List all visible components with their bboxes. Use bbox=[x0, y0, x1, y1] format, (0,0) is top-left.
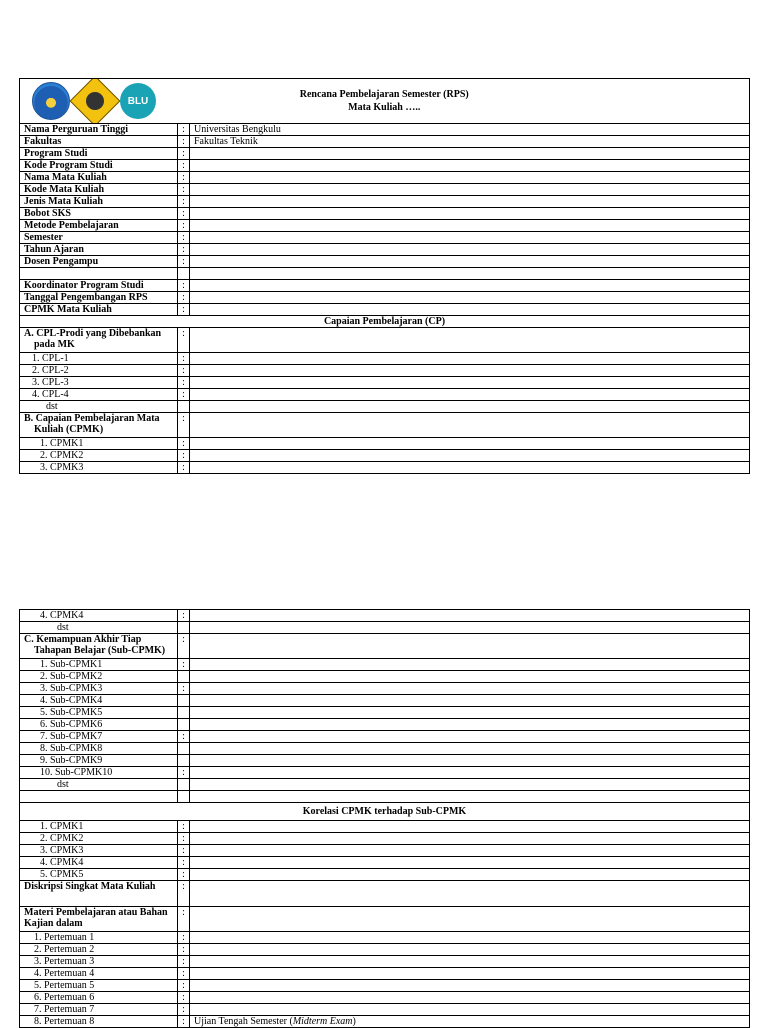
logo-group bbox=[24, 82, 186, 120]
pertemuan-row-6 bbox=[20, 1004, 750, 1016]
cpmk4-row: 4. CPMK4 : bbox=[20, 610, 750, 622]
sub-cpmk-row-5-value bbox=[190, 719, 750, 731]
identity-row-9-value bbox=[190, 232, 750, 244]
korelasi-row-3-value bbox=[190, 857, 750, 869]
cpl-row-0-colon: : bbox=[178, 353, 190, 365]
identity-row-4-label: Nama Mata Kuliah bbox=[20, 172, 178, 184]
pertemuan-row-3-value bbox=[190, 968, 750, 980]
cpmk-dst-row: dst bbox=[20, 622, 750, 634]
pertemuan-row-5 bbox=[20, 992, 750, 1004]
sub-cpmk-row-8-label: 9. Sub-CPMK9 bbox=[20, 755, 178, 767]
pertemuan-row-4-value bbox=[190, 980, 750, 992]
pertemuan-row-2 bbox=[20, 956, 750, 968]
identity-row-6 bbox=[20, 196, 750, 208]
pertemuan-row-5-colon: : bbox=[178, 992, 190, 1004]
sub-cpmk-row-6-label: 7. Sub-CPMK7 bbox=[20, 731, 178, 743]
cpl-row-0-label: 1. CPL-1 bbox=[20, 353, 178, 365]
identity-row-11-value bbox=[190, 256, 750, 268]
korelasi-row-4-value bbox=[190, 869, 750, 881]
korelasi-row-1-value bbox=[190, 833, 750, 845]
pertemuan-row-0-label: 1. Pertemuan 1 bbox=[20, 932, 178, 944]
identity-row-15-label: CPMK Mata Kuliah bbox=[20, 304, 178, 316]
identity-row-13-value bbox=[190, 280, 750, 292]
cpmk-row-1 bbox=[20, 450, 750, 462]
cpl-row-0-value bbox=[190, 353, 750, 365]
cpmk-row-2 bbox=[20, 462, 750, 474]
cpl-heading: A. CPL-Prodi yang Dibebankan pada MK bbox=[20, 328, 178, 353]
sub-cpmk-row-8-colon bbox=[178, 755, 190, 767]
sub-cpmk-row-1 bbox=[20, 671, 750, 683]
sub-cpmk-row-5-label: 6. Sub-CPMK6 bbox=[20, 719, 178, 731]
cpl-rows bbox=[20, 353, 750, 401]
cpmk-row-1-value bbox=[190, 450, 750, 462]
pertemuan-row-0-colon: : bbox=[178, 932, 190, 944]
identity-row-8-value bbox=[190, 220, 750, 232]
sub-cpmk-row-6-value bbox=[190, 731, 750, 743]
korelasi-row-1-colon: : bbox=[178, 833, 190, 845]
cpl-row-1 bbox=[20, 365, 750, 377]
identity-row-8-label: Metode Pembelajaran bbox=[20, 220, 178, 232]
title-line-2: Mata Kuliah ….. bbox=[348, 102, 421, 113]
sub-cpmk-row-8 bbox=[20, 755, 750, 767]
pertemuan-row-4-colon: : bbox=[178, 980, 190, 992]
sub-cpmk-row-9-colon: : bbox=[178, 767, 190, 779]
korelasi-row-0 bbox=[20, 821, 750, 833]
pertemuan-row-1-value bbox=[190, 944, 750, 956]
sub-cpmk-row-9-label: 10. Sub-CPMK10 bbox=[20, 767, 178, 779]
identity-row-13-label: Koordinator Program Studi bbox=[20, 280, 178, 292]
korelasi-row-2-value bbox=[190, 845, 750, 857]
korelasi-row-0-value bbox=[190, 821, 750, 833]
identity-row-1-label: Fakultas bbox=[20, 136, 178, 148]
pertemuan-row-7-label: 8. Pertemuan 8 bbox=[20, 1016, 178, 1028]
rps-table-page1 bbox=[19, 78, 750, 474]
pertemuan-row-5-label: 6. Pertemuan 6 bbox=[20, 992, 178, 1004]
sub-cpmk-row-4-colon bbox=[178, 707, 190, 719]
pertemuan-row-3-colon: : bbox=[178, 968, 190, 980]
korelasi-title-row bbox=[20, 803, 750, 821]
identity-row-8 bbox=[20, 220, 750, 232]
sub-cpmk-row-7-colon bbox=[178, 743, 190, 755]
cpmk-row-2-value bbox=[190, 462, 750, 474]
identity-row-1 bbox=[20, 136, 750, 148]
identity-row-14-colon: : bbox=[178, 292, 190, 304]
sub-cpmk-row-4-value bbox=[190, 707, 750, 719]
cpmk-row-1-colon: : bbox=[178, 450, 190, 462]
identity-row-9-colon: : bbox=[178, 232, 190, 244]
korelasi-row-0-label: 1. CPMK1 bbox=[20, 821, 178, 833]
materi-row: Materi Pembelajaran atau Bahan Kajian dalam : bbox=[20, 907, 750, 932]
cp-section-title: Capaian Pembelajaran (CP) bbox=[20, 316, 750, 328]
sub-cpmk-row-1-label: 2. Sub-CPMK2 bbox=[20, 671, 178, 683]
korelasi-row-2 bbox=[20, 845, 750, 857]
identity-row-3-colon: : bbox=[178, 160, 190, 172]
document-title bbox=[190, 88, 746, 114]
sub-cpmk-row-3 bbox=[20, 695, 750, 707]
identity-row-13-colon: : bbox=[178, 280, 190, 292]
pertemuan-row-1 bbox=[20, 944, 750, 956]
cpl-row-2-value bbox=[190, 377, 750, 389]
pertemuan-row-1-label: 2. Pertemuan 2 bbox=[20, 944, 178, 956]
identity-row-9-label: Semester bbox=[20, 232, 178, 244]
header-row bbox=[20, 79, 750, 124]
faculty-emblem-icon bbox=[70, 79, 121, 124]
sub-cpmk-row-2-label: 3. Sub-CPMK3 bbox=[20, 683, 178, 695]
blu-logo: BLU bbox=[120, 83, 156, 119]
korelasi-title: Korelasi CPMK terhadap Sub-CPMK bbox=[20, 803, 750, 821]
pertemuan-row-5-value bbox=[190, 992, 750, 1004]
sub-cpmk-row-3-value bbox=[190, 695, 750, 707]
cpl-row-2-colon: : bbox=[178, 377, 190, 389]
pertemuan-row-6-label: 7. Pertemuan 7 bbox=[20, 1004, 178, 1016]
university-seal-icon bbox=[32, 82, 70, 120]
cpmk-heading: B. Capaian Pembelajaran Mata Kuliah (CPMK) bbox=[20, 413, 178, 438]
pertemuan-row-2-value bbox=[190, 956, 750, 968]
sub-cpmk-row-4 bbox=[20, 707, 750, 719]
identity-row-0-label: Nama Perguruan Tinggi bbox=[20, 124, 178, 136]
korelasi-row-4-label: 5. CPMK5 bbox=[20, 869, 178, 881]
identity-row-10-label: Tahun Ajaran bbox=[20, 244, 178, 256]
cpl-row-3-label: 4. CPL-4 bbox=[20, 389, 178, 401]
korelasi-row-2-colon: : bbox=[178, 845, 190, 857]
cpmk-row-0-label: 1. CPMK1 bbox=[20, 438, 178, 450]
identity-row-0-value: Universitas Bengkulu bbox=[190, 124, 750, 136]
identity-row-7-value bbox=[190, 208, 750, 220]
identity-row-12-value bbox=[190, 268, 750, 280]
pertemuan-row-0 bbox=[20, 932, 750, 944]
identity-row-14 bbox=[20, 292, 750, 304]
identity-row-11-label: Dosen Pengampu bbox=[20, 256, 178, 268]
pertemuan-rows bbox=[20, 932, 750, 1028]
identity-row-3-label: Kode Program Studi bbox=[20, 160, 178, 172]
materi-label: Materi Pembelajaran atau Bahan Kajian dalam bbox=[20, 907, 178, 932]
sub-cpmk-row-5-colon bbox=[178, 719, 190, 731]
pertemuan-row-7-value: Ujian Tengah Semester (Midterm Exam) bbox=[190, 1016, 750, 1028]
sub-dst-row: dst bbox=[20, 779, 750, 791]
cpmk-row-0 bbox=[20, 438, 750, 450]
sub-cpmk-row-9-value bbox=[190, 767, 750, 779]
cpmk-row-2-label: 3. CPMK3 bbox=[20, 462, 178, 474]
identity-rows bbox=[20, 124, 750, 316]
identity-row-8-colon: : bbox=[178, 220, 190, 232]
cpmk-rows bbox=[20, 438, 750, 474]
identity-row-6-label: Jenis Mata Kuliah bbox=[20, 196, 178, 208]
cpl-row-3-colon: : bbox=[178, 389, 190, 401]
sub-cpmk-row-7-label: 8. Sub-CPMK8 bbox=[20, 743, 178, 755]
pertemuan-row-0-value bbox=[190, 932, 750, 944]
cpl-row-0 bbox=[20, 353, 750, 365]
pertemuan-row-7 bbox=[20, 1016, 750, 1028]
pertemuan-row-3 bbox=[20, 968, 750, 980]
deskripsi-row: Diskripsi Singkat Mata Kuliah : bbox=[20, 881, 750, 907]
sub-cpmk-row-8-value bbox=[190, 755, 750, 767]
sub-cpmk-rows bbox=[20, 659, 750, 779]
sub-cpmk-row-6 bbox=[20, 731, 750, 743]
cpl-row-2 bbox=[20, 377, 750, 389]
pertemuan-row-3-label: 4. Pertemuan 4 bbox=[20, 968, 178, 980]
rps-table-page2 bbox=[19, 609, 750, 1028]
sub-cpmk-row-0-label: 1. Sub-CPMK1 bbox=[20, 659, 178, 671]
cpl-row-3-value bbox=[190, 389, 750, 401]
identity-row-6-value bbox=[190, 196, 750, 208]
sub-cpmk-row-4-label: 5. Sub-CPMK5 bbox=[20, 707, 178, 719]
sub-cpmk-row-0 bbox=[20, 659, 750, 671]
identity-row-11-colon: : bbox=[178, 256, 190, 268]
korelasi-row-3-label: 4. CPMK4 bbox=[20, 857, 178, 869]
identity-row-2-label: Program Studi bbox=[20, 148, 178, 160]
pertemuan-row-1-colon: : bbox=[178, 944, 190, 956]
identity-row-15-colon: : bbox=[178, 304, 190, 316]
identity-row-9 bbox=[20, 232, 750, 244]
cp-section-title-row bbox=[20, 316, 750, 328]
cpmk-row-2-colon: : bbox=[178, 462, 190, 474]
pertemuan-row-6-value bbox=[190, 1004, 750, 1016]
cpl-row-1-value bbox=[190, 365, 750, 377]
identity-row-2 bbox=[20, 148, 750, 160]
korelasi-row-1-label: 2. CPMK2 bbox=[20, 833, 178, 845]
identity-row-0-colon: : bbox=[178, 124, 190, 136]
identity-row-10-colon: : bbox=[178, 244, 190, 256]
identity-row-5-colon: : bbox=[178, 184, 190, 196]
cpmk-heading-row: B. Capaian Pembelajaran Mata Kuliah (CPMK) : bbox=[20, 413, 750, 438]
sub-cpmk-row-3-colon bbox=[178, 695, 190, 707]
korelasi-rows bbox=[20, 821, 750, 881]
sub-cpmk-row-7 bbox=[20, 743, 750, 755]
identity-row-7-label: Bobot SKS bbox=[20, 208, 178, 220]
korelasi-row-3-colon: : bbox=[178, 857, 190, 869]
sub-cpmk-row-7-value bbox=[190, 743, 750, 755]
sub-cpmk-row-0-value bbox=[190, 659, 750, 671]
sub-cpmk-row-5 bbox=[20, 719, 750, 731]
identity-row-4-colon: : bbox=[178, 172, 190, 184]
pertemuan-row-4 bbox=[20, 980, 750, 992]
korelasi-row-4-colon: : bbox=[178, 869, 190, 881]
identity-row-10 bbox=[20, 244, 750, 256]
identity-row-1-colon: : bbox=[178, 136, 190, 148]
cpl-dst-row: dst bbox=[20, 401, 750, 413]
title-line-1: Rencana Pembelajaran Semester (RPS) bbox=[299, 89, 469, 100]
cpmk-row-0-colon: : bbox=[178, 438, 190, 450]
identity-row-6-colon: : bbox=[178, 196, 190, 208]
identity-row-4 bbox=[20, 172, 750, 184]
sub-cpmk-heading-row: C. Kemampuan Akhir Tiap Tahapan Belajar (Sub-CPMK) : bbox=[20, 634, 750, 659]
identity-row-12-label bbox=[20, 268, 178, 280]
identity-row-14-value bbox=[190, 292, 750, 304]
identity-row-1-value: Fakultas Teknik bbox=[190, 136, 750, 148]
identity-row-14-label: Tanggal Pengembangan RPS bbox=[20, 292, 178, 304]
cpl-heading-row: A. CPL-Prodi yang Dibebankan pada MK : bbox=[20, 328, 750, 353]
cpl-row-1-colon: : bbox=[178, 365, 190, 377]
sub-cpmk-heading: C. Kemampuan Akhir Tiap Tahapan Belajar (Sub-CPMK) bbox=[20, 634, 178, 659]
identity-row-5-value bbox=[190, 184, 750, 196]
sub-cpmk-row-2 bbox=[20, 683, 750, 695]
identity-row-7-colon: : bbox=[178, 208, 190, 220]
sub-cpmk-row-6-colon: : bbox=[178, 731, 190, 743]
identity-row-15 bbox=[20, 304, 750, 316]
pertemuan-row-4-label: 5. Pertemuan 5 bbox=[20, 980, 178, 992]
identity-row-3-value bbox=[190, 160, 750, 172]
identity-row-7 bbox=[20, 208, 750, 220]
deskripsi-label: Diskripsi Singkat Mata Kuliah bbox=[20, 881, 178, 907]
sub-cpmk-row-2-colon: : bbox=[178, 683, 190, 695]
cpl-row-2-label: 3. CPL-3 bbox=[20, 377, 178, 389]
identity-row-5-label: Kode Mata Kuliah bbox=[20, 184, 178, 196]
sub-cpmk-row-1-value bbox=[190, 671, 750, 683]
korelasi-row-2-label: 3. CPMK3 bbox=[20, 845, 178, 857]
korelasi-row-4 bbox=[20, 869, 750, 881]
identity-row-12 bbox=[20, 268, 750, 280]
pertemuan-row-7-colon: : bbox=[178, 1016, 190, 1028]
sub-cpmk-row-2-value bbox=[190, 683, 750, 695]
identity-row-2-colon: : bbox=[178, 148, 190, 160]
cpmk-row-0-value bbox=[190, 438, 750, 450]
identity-row-10-value bbox=[190, 244, 750, 256]
identity-row-5 bbox=[20, 184, 750, 196]
identity-row-3 bbox=[20, 160, 750, 172]
sub-cpmk-row-1-colon bbox=[178, 671, 190, 683]
korelasi-row-1 bbox=[20, 833, 750, 845]
identity-row-11 bbox=[20, 256, 750, 268]
pertemuan-row-2-label: 3. Pertemuan 3 bbox=[20, 956, 178, 968]
identity-row-4-value bbox=[190, 172, 750, 184]
sub-cpmk-row-3-label: 4. Sub-CPMK4 bbox=[20, 695, 178, 707]
korelasi-row-3 bbox=[20, 857, 750, 869]
cpmk-row-1-label: 2. CPMK2 bbox=[20, 450, 178, 462]
cpl-row-3 bbox=[20, 389, 750, 401]
sub-cpmk-row-9 bbox=[20, 767, 750, 779]
identity-row-13 bbox=[20, 280, 750, 292]
blank-row bbox=[20, 791, 750, 803]
pertemuan-row-6-colon: : bbox=[178, 1004, 190, 1016]
korelasi-row-0-colon: : bbox=[178, 821, 190, 833]
identity-row-15-value bbox=[190, 304, 750, 316]
sub-cpmk-row-0-colon: : bbox=[178, 659, 190, 671]
identity-row-0 bbox=[20, 124, 750, 136]
identity-row-2-value bbox=[190, 148, 750, 160]
cpl-row-1-label: 2. CPL-2 bbox=[20, 365, 178, 377]
identity-row-12-colon bbox=[178, 268, 190, 280]
pertemuan-row-2-colon: : bbox=[178, 956, 190, 968]
